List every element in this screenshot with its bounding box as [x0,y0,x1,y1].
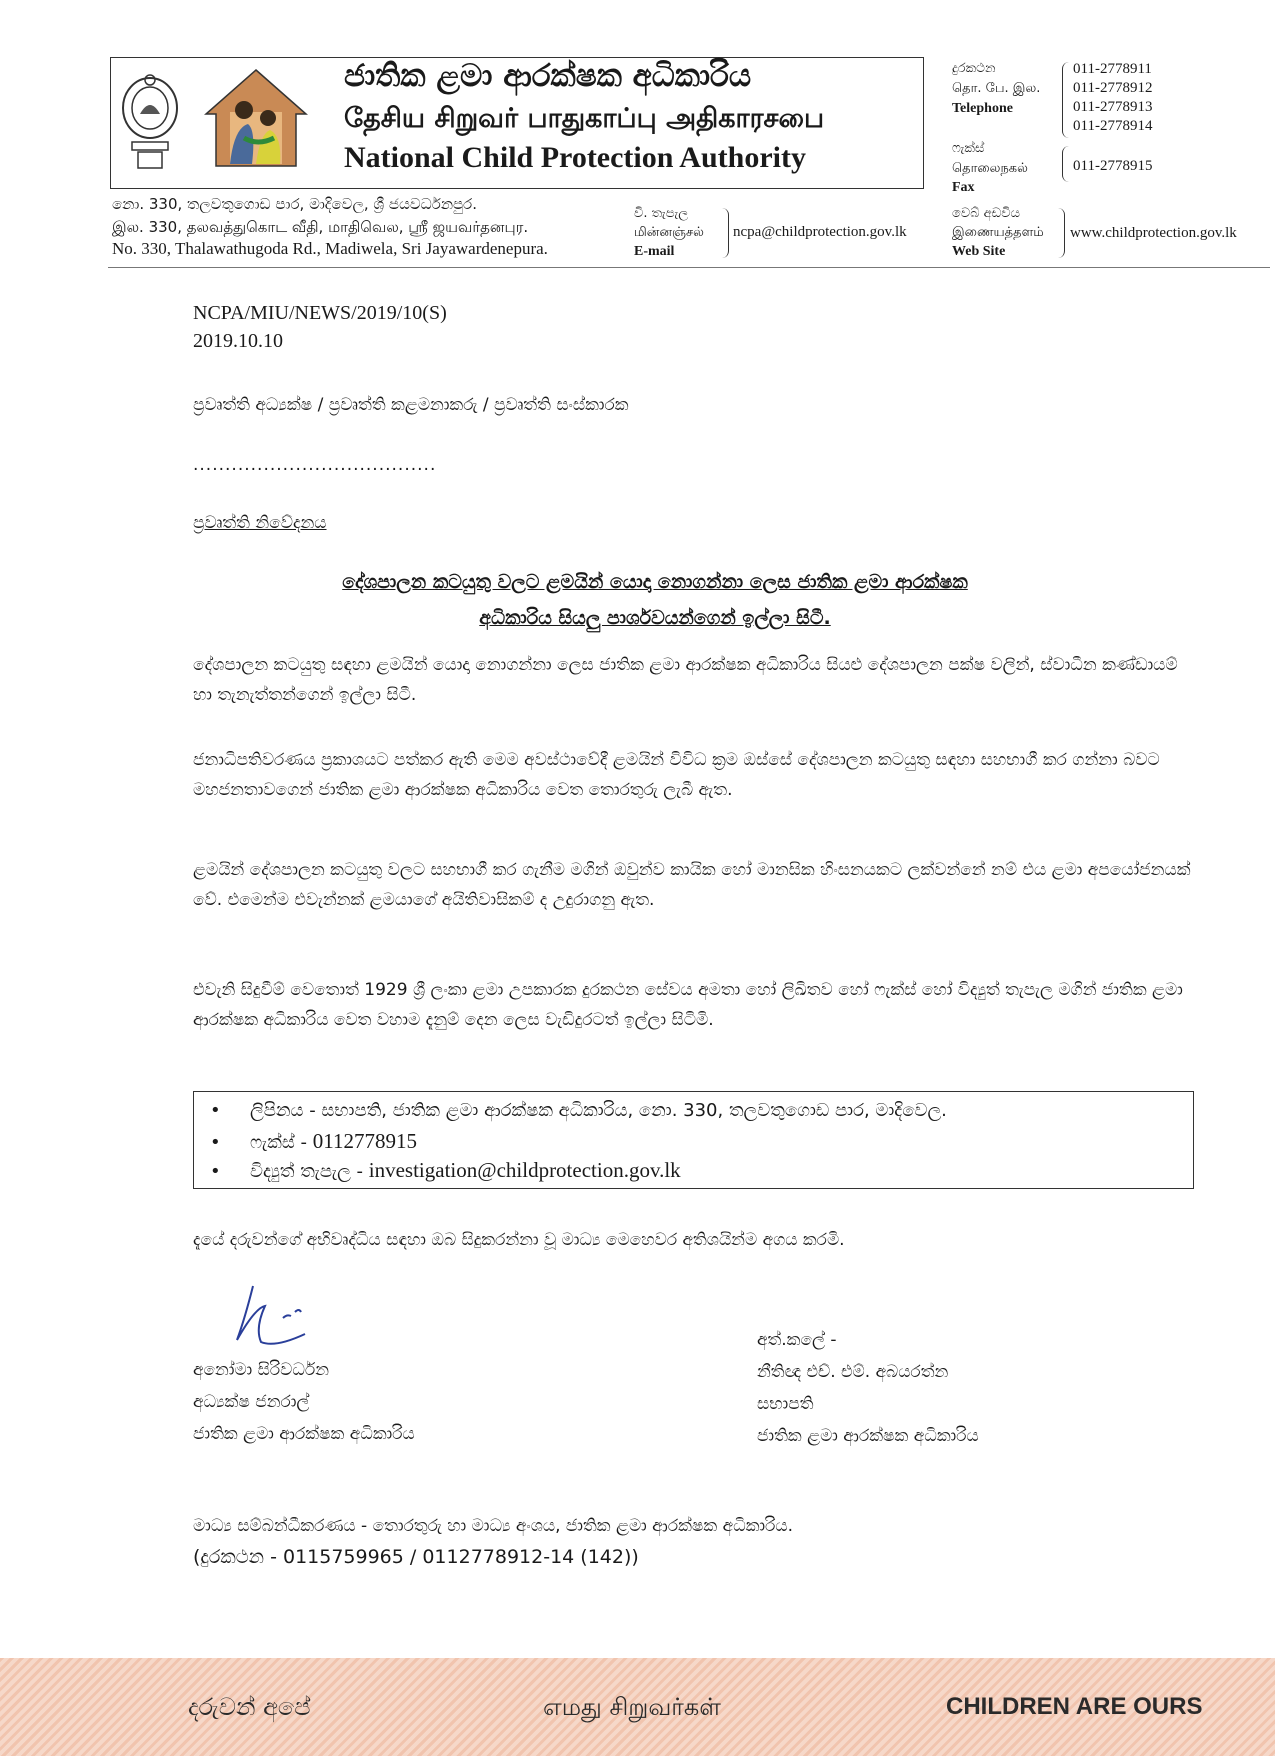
email-brace [722,208,729,258]
state-emblem-icon [118,68,182,176]
contact-item-email-value: investigation@childprotection.gov.lk [368,1158,681,1182]
letterhead-divider [108,267,1270,268]
subject-label: ප්‍රවෘත්ති නිවේදනය [193,513,327,533]
fax-label-si: ෆැක්ස් [952,141,985,156]
website-label-en: Web Site [952,244,1006,259]
signatory-left-title: අධ්‍යක්ෂ ජනරාල් [193,1392,310,1412]
contact-item-address: • ලිපිනය - සභාපති, ජාතික ළමා ආරක්ෂක අධිකාරිය, නො. 330, තලවතුගොඩ පාර, මාදිවෙල. [210,1100,947,1121]
headline-line-2: අධිකාරිය සියලු පාර්ශවයන්ගෙන් ඉල්ලා සිටී. [479,607,831,629]
website-url: www.childprotection.gov.lk [1070,225,1237,241]
fax-label-ta: தொலைநகல் [952,161,1028,176]
signatory-right-name: නීතිඥ එච්. එම්. අබයරත්න [757,1362,949,1382]
website-label-ta: இணையத்தளம் [952,225,1044,240]
contact-item-fax-value: 0112778915 [312,1129,417,1153]
telephone-brace [1062,62,1069,138]
contact-item-address-value: සභාපති, ජාතික ළමා ආරක්ෂක අධිකාරිය, නො. 330, තලවතුගොඩ පාර, මාදිවෙල. [321,1100,947,1121]
fax-label-en: Fax [952,180,975,195]
signatory-right-prefix: අත්.කලේ - [757,1330,837,1350]
headline-line-1: දේශපාලන කටයුතු වලට ළමයින් යොදා නොගන්නා ලෙස ජාතික ළමා ආරක්ෂක [342,571,968,593]
fax-brace [1062,146,1069,182]
telephone-label-en: Telephone [952,101,1013,116]
telephone-number-1: 011-2778911 [1073,61,1152,77]
contact-item-fax: • ෆැක්ස් - 0112778915 [210,1129,417,1153]
footer-slogan-tamil: எமது சிறுவர்கள் [543,1693,721,1721]
media-relations-phone: (දුරකථන - 0115759965 / 0112778912-14 (142)) [193,1546,639,1568]
telephone-number-3: 011-2778913 [1073,99,1153,115]
fax-number: 011-2778915 [1073,158,1153,174]
org-name-english: National Child Protection Authority [344,141,806,174]
signature [225,1278,335,1358]
email-label-si: වි. තැපැල [634,206,689,221]
ncpa-logo-icon [200,66,312,170]
paragraph-4: එවැනි සිදුවීම් වෙතොත් 1929 ශ්‍රී ලංකා ළමා උපකාරක දුරකථන සේවය අමතා හෝ ලිඛිතව හෝ ෆැක්ස් හෝ විද්‍යුත් තැපැල මගින් ජාතික ළමා ආරක්ෂක අධිකාරිය වෙත වහාම දැනුම් දෙන ලෙස වැඩිදුරටත් ඉල්ලා සිටිමි. [193,980,1183,1030]
footer-slogan-sinhala: දරුවන් අපේ [188,1693,311,1721]
address-line-ta: இல. 330, தலவத்துகொட வீதி, மாதிவெல, ஸ்ரீ ஜயவர்தனபுர. [112,218,529,236]
contact-item-email-label: විද්‍යුත් තැපැල - [250,1161,369,1182]
address-line-si: නො. 330, තලවතුගොඩ පාර, මාදිවෙල, ශ්‍රී ජයවර්ධනපුර. [112,195,477,213]
website-label-si: වෙබ් අඩවිය [952,206,1020,221]
reference-date: 2019.10.10 [193,330,283,352]
telephone-label-si: දුරකථන [952,61,996,76]
headline [155,564,1155,636]
signatory-right-title: සභාපති [757,1394,814,1414]
footer-slogan-english: CHILDREN ARE OURS [946,1693,1203,1720]
org-name-sinhala: ජාතික ළමා ආරක්ෂක අධිකාරිය [344,58,752,94]
reference-number: NCPA/MIU/NEWS/2019/10(S) [193,302,447,324]
contact-item-fax-label: ෆැක්ස් - [250,1132,313,1153]
email-label-ta: மின்னஞ்சல் [634,225,704,240]
paragraph-3: ළමයින් දේශපාලන කටයුතු වලට සහභාගී කර ගැනීම මගින් ඔවුන්ව කායික හෝ මානසික හිංසනයකට ලක්වන්නේ නම් එය ළමා අපයෝජනයක් වේ. එමෙන්ම එවැන්නක් ළමයාගේ අයිතිවාසිකම් ද උදුරාගනු ඇත. [193,860,1191,910]
closing-line: දැයේ දරුවන්ගේ අභිවෘද්ධිය සඳහා ඔබ සිදුකරන්නා වූ මාධ්‍ය මෙහෙවර අතිශයින්ම අගය කරමි. [193,1230,845,1250]
telephone-number-4: 011-2778914 [1073,118,1153,134]
email-address: ncpa@childprotection.gov.lk [733,224,907,240]
media-relations-line: මාධ්‍ය සම්බන්ධීකරණය - තොරතුරු හා මාධ්‍ය අංශය, ජාතික ළමා ආරක්ෂක අධිකාරිය. [193,1516,794,1536]
telephone-label-ta: தொ. பே. இல. [952,81,1041,96]
signatory-left-org: ජාතික ළමා ආරක්ෂක අධිකාරිය [193,1424,415,1444]
paragraph-2: ජනාධිපතිවරණය ප්‍රකාශයට පත්කර ඇති මෙම අවස්ථාවේදී ළමයින් විවිධ ක්‍රම ඔස්සේ දේශපාලන කටයුතු සඳහා සහභාගී කර ගන්නා බවට මහජනතාවගෙන් ජාතික ළමා ආරක්ෂක අධිකාරිය වෙත තොරතුරු ලැබී ඇත. [193,750,1160,800]
recipient-line: ප්‍රවෘත්ති අධ්‍යක්ෂ / ප්‍රවෘත්ති කළමනාකරු / ප්‍රවෘත්ති සංස්කාරක [193,395,629,415]
contact-item-email: • විද්‍යුත් තැපැල - investigation@childprotection.gov.lk [210,1158,681,1182]
contact-item-address-label: ලිපිනය - [250,1100,322,1121]
signatory-left-name: අනෝමා සිරිවර්ධන [193,1360,330,1380]
paragraph-1: දේශපාලන කටයුතු සඳහා ළමයින් යොදා නොගන්නා ලෙස ජාතික ළමා ආරක්ෂක අධිකාරිය සියළු දේශපාලන පක්ෂ වලින්, ස්වාධීන කණ්ඩායම් හා තැනැත්තන්ගෙන් ඉල්ලා සිටී. [193,655,1178,705]
dotted-line: ...................................... [193,455,437,475]
email-label-en: E-mail [634,244,675,259]
website-brace [1058,208,1065,258]
address-line-en: No. 330, Thalawathugoda Rd., Madiwela, Sri Jayawardenepura. [112,239,548,258]
telephone-number-2: 011-2778912 [1073,80,1153,96]
signatory-right-org: ජාතික ළමා ආරක්ෂක අධිකාරිය [757,1426,979,1446]
org-name-tamil: தேசிய சிறுவர் பாதுகாப்பு அதிகாரசபை [344,103,825,134]
